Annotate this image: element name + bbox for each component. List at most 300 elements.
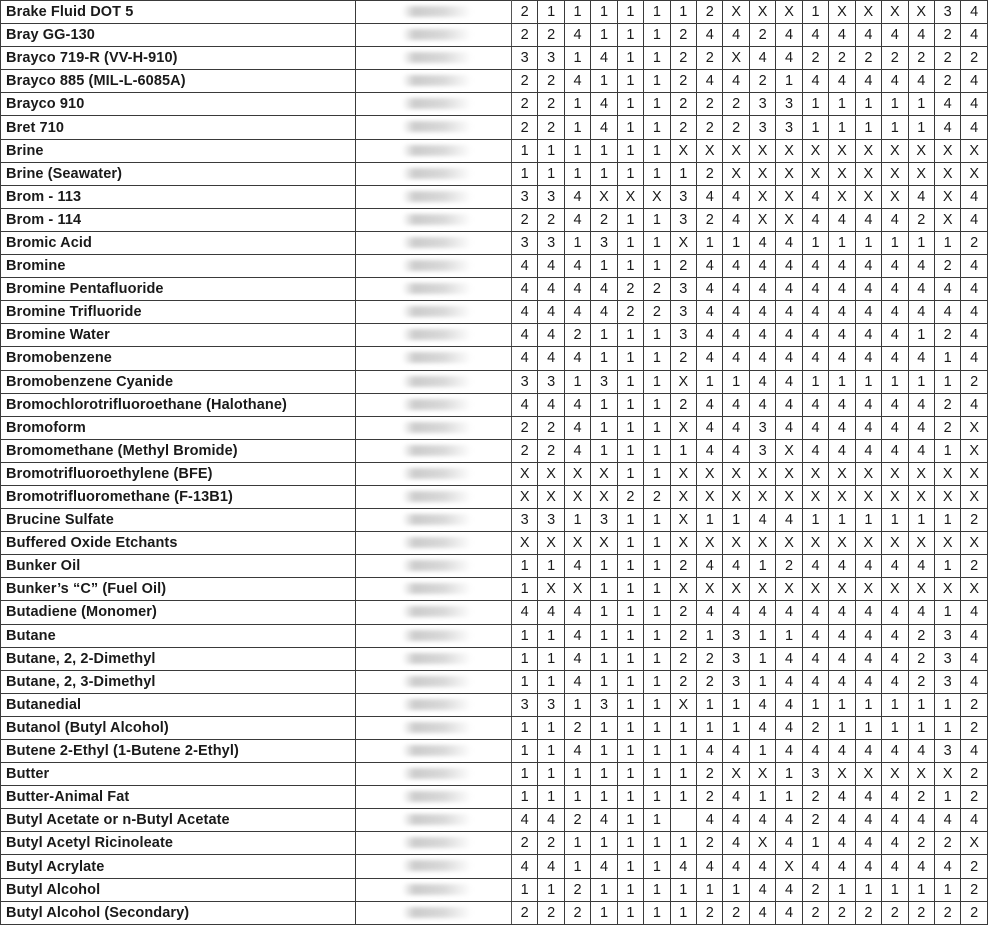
rating-cell: X <box>670 416 696 439</box>
rating-cell: 1 <box>538 763 564 786</box>
redacted-code-cell <box>356 162 512 185</box>
rating-cell: X <box>829 185 855 208</box>
rating-cell: 4 <box>511 255 537 278</box>
rating-cell: 2 <box>961 555 988 578</box>
rating-cell: 1 <box>723 693 749 716</box>
redaction-blur <box>402 214 472 225</box>
redaction-blur <box>402 445 472 456</box>
rating-cell: 2 <box>511 24 537 47</box>
rating-cell: 1 <box>511 647 537 670</box>
redaction-blur <box>402 860 472 871</box>
rating-cell: 1 <box>855 231 881 254</box>
rating-cell: 1 <box>511 162 537 185</box>
redaction-blur <box>402 52 472 63</box>
rating-cell: 4 <box>591 278 617 301</box>
rating-cell: 1 <box>670 716 696 739</box>
rating-cell: X <box>802 532 828 555</box>
rating-cell: 4 <box>511 278 537 301</box>
rating-cell: 4 <box>908 24 934 47</box>
rating-cell: 1 <box>564 1 590 24</box>
rating-cell: 2 <box>934 324 960 347</box>
rating-cell: 1 <box>617 255 643 278</box>
rating-cell: 1 <box>882 231 908 254</box>
rating-cell: 4 <box>591 855 617 878</box>
rating-cell: 1 <box>908 93 934 116</box>
rating-cell: 1 <box>670 740 696 763</box>
redaction-blur <box>402 814 472 825</box>
redaction-blur <box>402 237 472 248</box>
rating-cell: 2 <box>564 716 590 739</box>
rating-cell: 4 <box>538 301 564 324</box>
rating-cell: X <box>723 763 749 786</box>
chemical-name: Bromochlorotrifluoroethane (Halothane) <box>1 393 356 416</box>
rating-cell: 4 <box>776 255 802 278</box>
rating-cell: 1 <box>829 693 855 716</box>
rating-cell: 1 <box>697 624 723 647</box>
rating-cell: 1 <box>749 647 775 670</box>
rating-cell: 2 <box>776 555 802 578</box>
chemical-name: Bromine <box>1 255 356 278</box>
table-row <box>1 693 988 716</box>
chemical-name: Butyl Alcohol <box>1 878 356 901</box>
rating-cell: X <box>934 139 960 162</box>
rating-cell: 4 <box>961 324 988 347</box>
rating-cell: 1 <box>697 370 723 393</box>
chemical-name: Bromobenzene Cyanide <box>1 370 356 393</box>
rating-cell: X <box>538 578 564 601</box>
redacted-code-cell <box>356 278 512 301</box>
rating-cell: 1 <box>591 578 617 601</box>
rating-cell: 1 <box>617 93 643 116</box>
rating-cell: 1 <box>591 740 617 763</box>
rating-cell: 1 <box>617 716 643 739</box>
rating-cell: 2 <box>511 439 537 462</box>
rating-cell: 1 <box>855 93 881 116</box>
rating-cell: X <box>855 485 881 508</box>
rating-cell: 1 <box>644 878 670 901</box>
redaction-blur <box>402 329 472 340</box>
rating-cell: X <box>934 578 960 601</box>
table-row <box>1 786 988 809</box>
rating-cell: X <box>776 439 802 462</box>
rating-cell: 1 <box>591 393 617 416</box>
rating-cell: 4 <box>776 370 802 393</box>
rating-cell: 1 <box>617 208 643 231</box>
rating-cell: 2 <box>882 901 908 924</box>
chemical-name: Bromine Pentafluoride <box>1 278 356 301</box>
rating-cell: X <box>802 139 828 162</box>
redacted-code-cell <box>356 578 512 601</box>
rating-cell: 2 <box>697 208 723 231</box>
rating-cell: X <box>697 485 723 508</box>
rating-cell: 4 <box>723 555 749 578</box>
rating-cell: X <box>934 763 960 786</box>
chemical-name: Butadiene (Monomer) <box>1 601 356 624</box>
rating-cell: 4 <box>697 416 723 439</box>
rating-cell: 4 <box>802 855 828 878</box>
rating-cell: 3 <box>670 324 696 347</box>
rating-cell: X <box>749 578 775 601</box>
rating-cell: 1 <box>749 740 775 763</box>
rating-cell: 4 <box>882 555 908 578</box>
redaction-blur <box>402 791 472 802</box>
table-row <box>1 24 988 47</box>
rating-cell: X <box>855 462 881 485</box>
rating-cell: X <box>934 532 960 555</box>
rating-cell: X <box>882 763 908 786</box>
rating-cell: X <box>961 439 988 462</box>
rating-cell: 1 <box>617 162 643 185</box>
rating-cell: 4 <box>776 416 802 439</box>
rating-cell: 1 <box>855 878 881 901</box>
rating-cell: 2 <box>511 116 537 139</box>
rating-cell: 4 <box>776 324 802 347</box>
rating-cell: 2 <box>961 786 988 809</box>
rating-cell: 1 <box>511 763 537 786</box>
rating-cell: 1 <box>855 693 881 716</box>
rating-cell: 2 <box>670 624 696 647</box>
rating-cell: 2 <box>908 47 934 70</box>
rating-cell: X <box>882 1 908 24</box>
rating-cell: 2 <box>802 786 828 809</box>
rating-cell: X <box>749 139 775 162</box>
redaction-blur <box>402 837 472 848</box>
rating-cell: 4 <box>723 255 749 278</box>
rating-cell: X <box>591 485 617 508</box>
rating-cell: 4 <box>749 809 775 832</box>
rating-cell: 1 <box>829 116 855 139</box>
rating-cell: 1 <box>934 509 960 532</box>
rating-cell: 3 <box>591 693 617 716</box>
rating-cell: X <box>670 139 696 162</box>
rating-cell: 4 <box>749 255 775 278</box>
rating-cell: 1 <box>670 832 696 855</box>
rating-cell: 2 <box>697 670 723 693</box>
rating-cell: 2 <box>882 47 908 70</box>
rating-cell: 1 <box>511 878 537 901</box>
table-row <box>1 93 988 116</box>
rating-cell: 1 <box>617 901 643 924</box>
rating-cell: 1 <box>934 347 960 370</box>
rating-cell: 1 <box>644 116 670 139</box>
rating-cell: 3 <box>511 185 537 208</box>
table-row <box>1 763 988 786</box>
table-row <box>1 416 988 439</box>
rating-cell: X <box>934 462 960 485</box>
rating-cell: 1 <box>591 647 617 670</box>
redaction-blur <box>402 745 472 756</box>
rating-cell: 4 <box>776 809 802 832</box>
redacted-code-cell <box>356 324 512 347</box>
rating-cell: 1 <box>591 878 617 901</box>
table-row <box>1 255 988 278</box>
rating-cell: 4 <box>961 278 988 301</box>
rating-cell: 2 <box>538 70 564 93</box>
redaction-blur <box>402 583 472 594</box>
rating-cell: 2 <box>670 670 696 693</box>
rating-cell: 4 <box>697 70 723 93</box>
rating-cell: 1 <box>617 786 643 809</box>
rating-cell: 2 <box>697 647 723 670</box>
rating-cell: 4 <box>829 255 855 278</box>
rating-cell: X <box>749 532 775 555</box>
rating-cell: 4 <box>908 301 934 324</box>
rating-cell: 4 <box>564 647 590 670</box>
rating-cell: 3 <box>538 370 564 393</box>
rating-cell: 2 <box>934 393 960 416</box>
rating-cell: 1 <box>511 139 537 162</box>
rating-cell: 2 <box>564 878 590 901</box>
rating-cell: 1 <box>882 93 908 116</box>
rating-cell: 1 <box>591 763 617 786</box>
rating-cell: 4 <box>697 24 723 47</box>
rating-cell: X <box>934 485 960 508</box>
rating-cell: X <box>908 532 934 555</box>
rating-cell: 2 <box>511 416 537 439</box>
rating-cell: 1 <box>723 231 749 254</box>
rating-cell: 3 <box>511 47 537 70</box>
rating-cell: 1 <box>564 786 590 809</box>
redaction-blur <box>402 606 472 617</box>
rating-cell: 1 <box>617 462 643 485</box>
redacted-code-cell <box>356 439 512 462</box>
rating-cell: 1 <box>644 809 670 832</box>
rating-cell: 4 <box>829 208 855 231</box>
rating-cell: 1 <box>591 24 617 47</box>
rating-cell: 1 <box>591 601 617 624</box>
rating-cell: 1 <box>644 208 670 231</box>
rating-cell: 4 <box>882 670 908 693</box>
rating-cell: 3 <box>670 208 696 231</box>
rating-cell: 1 <box>670 162 696 185</box>
rating-cell: 1 <box>908 716 934 739</box>
rating-cell: 1 <box>908 370 934 393</box>
rating-cell: 4 <box>882 647 908 670</box>
rating-cell: 1 <box>644 416 670 439</box>
redaction-blur <box>402 168 472 179</box>
rating-cell: 1 <box>564 855 590 878</box>
rating-cell: 3 <box>538 509 564 532</box>
rating-cell: 2 <box>670 116 696 139</box>
rating-cell: 4 <box>697 740 723 763</box>
rating-cell: X <box>802 462 828 485</box>
rating-cell: 1 <box>564 116 590 139</box>
rating-cell: 4 <box>961 93 988 116</box>
rating-cell: 4 <box>591 301 617 324</box>
rating-cell: 1 <box>749 786 775 809</box>
rating-cell: X <box>855 532 881 555</box>
rating-cell: 4 <box>802 208 828 231</box>
chemical-name: Butyl Alcohol (Secondary) <box>1 901 356 924</box>
rating-cell: 4 <box>723 832 749 855</box>
rating-cell: 1 <box>538 624 564 647</box>
rating-cell: 4 <box>749 301 775 324</box>
table-row <box>1 139 988 162</box>
rating-cell: 4 <box>802 347 828 370</box>
rating-cell: 4 <box>961 24 988 47</box>
rating-cell: 4 <box>591 93 617 116</box>
chemical-name: Bray GG-130 <box>1 24 356 47</box>
rating-cell: 2 <box>511 832 537 855</box>
rating-cell: 1 <box>644 93 670 116</box>
rating-cell: 4 <box>829 855 855 878</box>
rating-cell: X <box>749 832 775 855</box>
rating-cell: 1 <box>855 116 881 139</box>
rating-cell: 4 <box>855 555 881 578</box>
rating-cell: X <box>882 532 908 555</box>
rating-cell: 1 <box>564 139 590 162</box>
rating-cell: 2 <box>538 416 564 439</box>
rating-cell: 4 <box>697 278 723 301</box>
table-row <box>1 70 988 93</box>
rating-cell: 4 <box>723 786 749 809</box>
rating-cell: 1 <box>591 832 617 855</box>
rating-cell: 4 <box>749 509 775 532</box>
rating-cell: 4 <box>776 647 802 670</box>
rating-cell: X <box>855 578 881 601</box>
rating-cell: 4 <box>934 855 960 878</box>
chemical-name: Bromic Acid <box>1 231 356 254</box>
rating-cell: 4 <box>882 601 908 624</box>
rating-cell: 4 <box>908 70 934 93</box>
rating-cell: 4 <box>749 393 775 416</box>
rating-cell: 4 <box>855 740 881 763</box>
rating-cell: 2 <box>670 70 696 93</box>
chemical-name: Brayco 910 <box>1 93 356 116</box>
rating-cell: 4 <box>802 301 828 324</box>
rating-cell: 4 <box>829 278 855 301</box>
rating-cell: 3 <box>934 1 960 24</box>
rating-cell: X <box>511 462 537 485</box>
rating-cell: 2 <box>855 901 881 924</box>
rating-cell: 2 <box>829 901 855 924</box>
rating-cell: 4 <box>855 24 881 47</box>
redaction-blur <box>402 260 472 271</box>
rating-cell: 1 <box>511 578 537 601</box>
rating-cell: 1 <box>591 416 617 439</box>
rating-cell: 4 <box>538 347 564 370</box>
redacted-code-cell <box>356 93 512 116</box>
rating-cell: 4 <box>723 740 749 763</box>
rating-cell: 4 <box>882 255 908 278</box>
rating-cell: 4 <box>882 301 908 324</box>
rating-cell: 1 <box>802 832 828 855</box>
rating-cell: 1 <box>882 116 908 139</box>
rating-cell: 2 <box>538 93 564 116</box>
rating-cell: 3 <box>511 370 537 393</box>
rating-cell: 1 <box>934 693 960 716</box>
table-row <box>1 832 988 855</box>
redaction-blur <box>402 907 472 918</box>
rating-cell: 1 <box>538 716 564 739</box>
rating-cell: 4 <box>829 347 855 370</box>
rating-cell: 1 <box>617 139 643 162</box>
chemical-name: Butyl Acrylate <box>1 855 356 878</box>
chemical-name: Bromine Trifluoride <box>1 301 356 324</box>
rating-cell: 4 <box>908 740 934 763</box>
rating-cell: 4 <box>749 278 775 301</box>
rating-cell: 4 <box>802 670 828 693</box>
rating-cell: 1 <box>802 509 828 532</box>
rating-cell: 4 <box>538 809 564 832</box>
rating-cell: X <box>776 1 802 24</box>
rating-cell: 1 <box>617 1 643 24</box>
rating-cell: 2 <box>802 901 828 924</box>
rating-cell: 4 <box>829 301 855 324</box>
rating-cell: 4 <box>908 278 934 301</box>
rating-cell: X <box>670 485 696 508</box>
rating-cell: 1 <box>617 855 643 878</box>
redacted-code-cell <box>356 347 512 370</box>
rating-cell: 1 <box>538 555 564 578</box>
rating-cell: 1 <box>882 693 908 716</box>
chemical-name: Bromine Water <box>1 324 356 347</box>
rating-cell: 1 <box>644 393 670 416</box>
redaction-blur <box>402 722 472 733</box>
table-row <box>1 716 988 739</box>
rating-cell: 3 <box>511 231 537 254</box>
rating-cell: 3 <box>749 439 775 462</box>
rating-cell: 1 <box>617 532 643 555</box>
rating-cell: 4 <box>961 809 988 832</box>
rating-cell: 4 <box>749 855 775 878</box>
rating-cell: 1 <box>591 162 617 185</box>
rating-cell: 3 <box>670 301 696 324</box>
redaction-blur <box>402 376 472 387</box>
rating-cell: X <box>644 185 670 208</box>
rating-cell: 1 <box>644 601 670 624</box>
rating-cell: 2 <box>934 901 960 924</box>
rating-cell: 1 <box>644 763 670 786</box>
redacted-code-cell <box>356 624 512 647</box>
redacted-code-cell <box>356 532 512 555</box>
rating-cell: X <box>564 578 590 601</box>
rating-cell: 4 <box>564 255 590 278</box>
rating-cell: X <box>723 47 749 70</box>
rating-cell: X <box>829 462 855 485</box>
rating-cell: 3 <box>749 416 775 439</box>
rating-cell: 1 <box>644 231 670 254</box>
rating-cell: 1 <box>617 578 643 601</box>
rating-cell: 4 <box>723 208 749 231</box>
rating-cell: X <box>749 208 775 231</box>
table-row <box>1 601 988 624</box>
rating-cell: 1 <box>670 901 696 924</box>
rating-cell: 4 <box>776 231 802 254</box>
redacted-code-cell <box>356 878 512 901</box>
rating-cell: 1 <box>617 509 643 532</box>
rating-cell: 4 <box>564 740 590 763</box>
rating-cell: 4 <box>538 255 564 278</box>
rating-cell: 4 <box>749 370 775 393</box>
rating-cell: 1 <box>617 439 643 462</box>
rating-cell: 2 <box>961 901 988 924</box>
rating-cell: 1 <box>617 231 643 254</box>
rating-cell: 4 <box>908 601 934 624</box>
rating-cell: X <box>591 462 617 485</box>
rating-cell: 2 <box>802 47 828 70</box>
rating-cell: 1 <box>564 162 590 185</box>
rating-cell: 2 <box>670 347 696 370</box>
table-row <box>1 878 988 901</box>
rating-cell: 4 <box>564 208 590 231</box>
chemical-name: Bunker Oil <box>1 555 356 578</box>
rating-cell: 4 <box>829 786 855 809</box>
rating-cell: 1 <box>644 162 670 185</box>
redacted-code-cell <box>356 116 512 139</box>
rating-cell: 3 <box>670 185 696 208</box>
rating-cell: 4 <box>961 208 988 231</box>
